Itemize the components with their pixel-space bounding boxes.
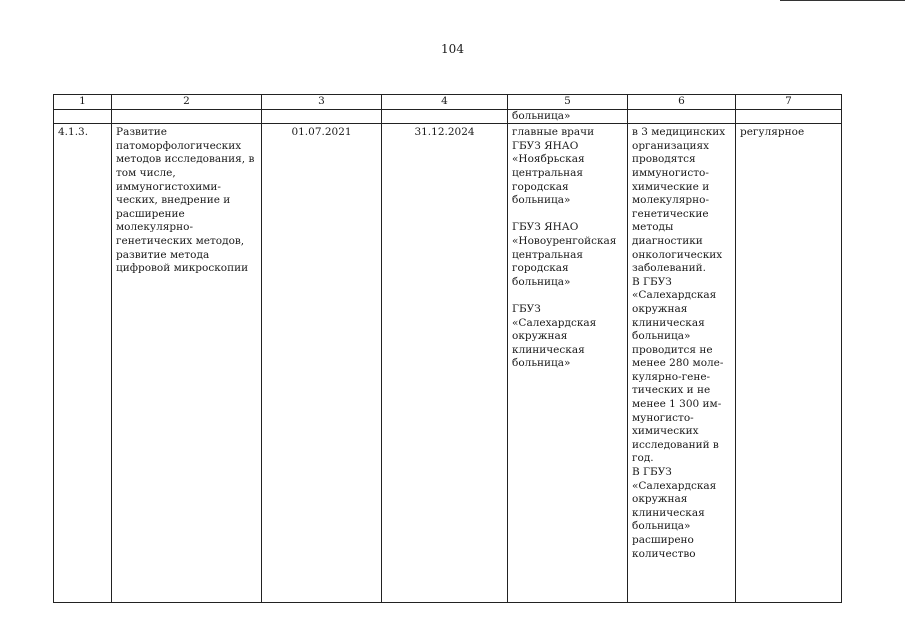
carry-cell-1 (54, 109, 112, 124)
carry-cell-7 (736, 109, 842, 124)
header-col-1: 1 (54, 95, 112, 110)
carry-cell-responsible: больница» (508, 109, 628, 124)
measure-name: Развитие патоморфологических методов исследования, в том числе, иммуногистохими- ческих, внедрение и расширение молекулярно- генетических методов, развитие метода цифровой микроскопии (112, 124, 262, 603)
header-col-2: 2 (112, 95, 262, 110)
responsible-executors: главные врачи ГБУЗ ЯНАО «Ноябрьская центральная городская больница» ГБУЗ ЯНАО «Новоуренгойская центральная городская больница» ГБУЗ «Салехардская окружная клиническая больница» (508, 124, 628, 603)
page-number: 104 (441, 42, 464, 56)
header-col-4: 4 (382, 95, 508, 110)
row-number: 4.1.3. (54, 124, 112, 603)
table-header-row (54, 95, 842, 110)
table-row (54, 124, 842, 603)
carry-cell-3 (262, 109, 382, 124)
header-col-6: 6 (628, 95, 736, 110)
periodicity: регулярное (736, 124, 842, 603)
measures-table (53, 94, 842, 603)
header-col-3: 3 (262, 95, 382, 110)
top-edge-rule (780, 0, 905, 1)
carry-cell-4 (382, 109, 508, 124)
carry-over-row (54, 109, 842, 124)
start-date: 01.07.2021 (262, 124, 382, 603)
carry-cell-2 (112, 109, 262, 124)
header-col-5: 5 (508, 95, 628, 110)
header-col-7: 7 (736, 95, 842, 110)
end-date: 31.12.2024 (382, 124, 508, 603)
carry-cell-6 (628, 109, 736, 124)
expected-result: в 3 медицинских организациях проводятся иммуногисто- химические и молекулярно- генетические методы диагностики онкологических заболеваний. В ГБУЗ «Салехардская окружная клиническая больница» проводится не менее 280 моле- кулярно-гене- тических и не менее 1 300 им- муногисто- химических исследований в год. В ГБУЗ «Салехардская окружная клиническая больница» расширено количество (628, 124, 736, 603)
